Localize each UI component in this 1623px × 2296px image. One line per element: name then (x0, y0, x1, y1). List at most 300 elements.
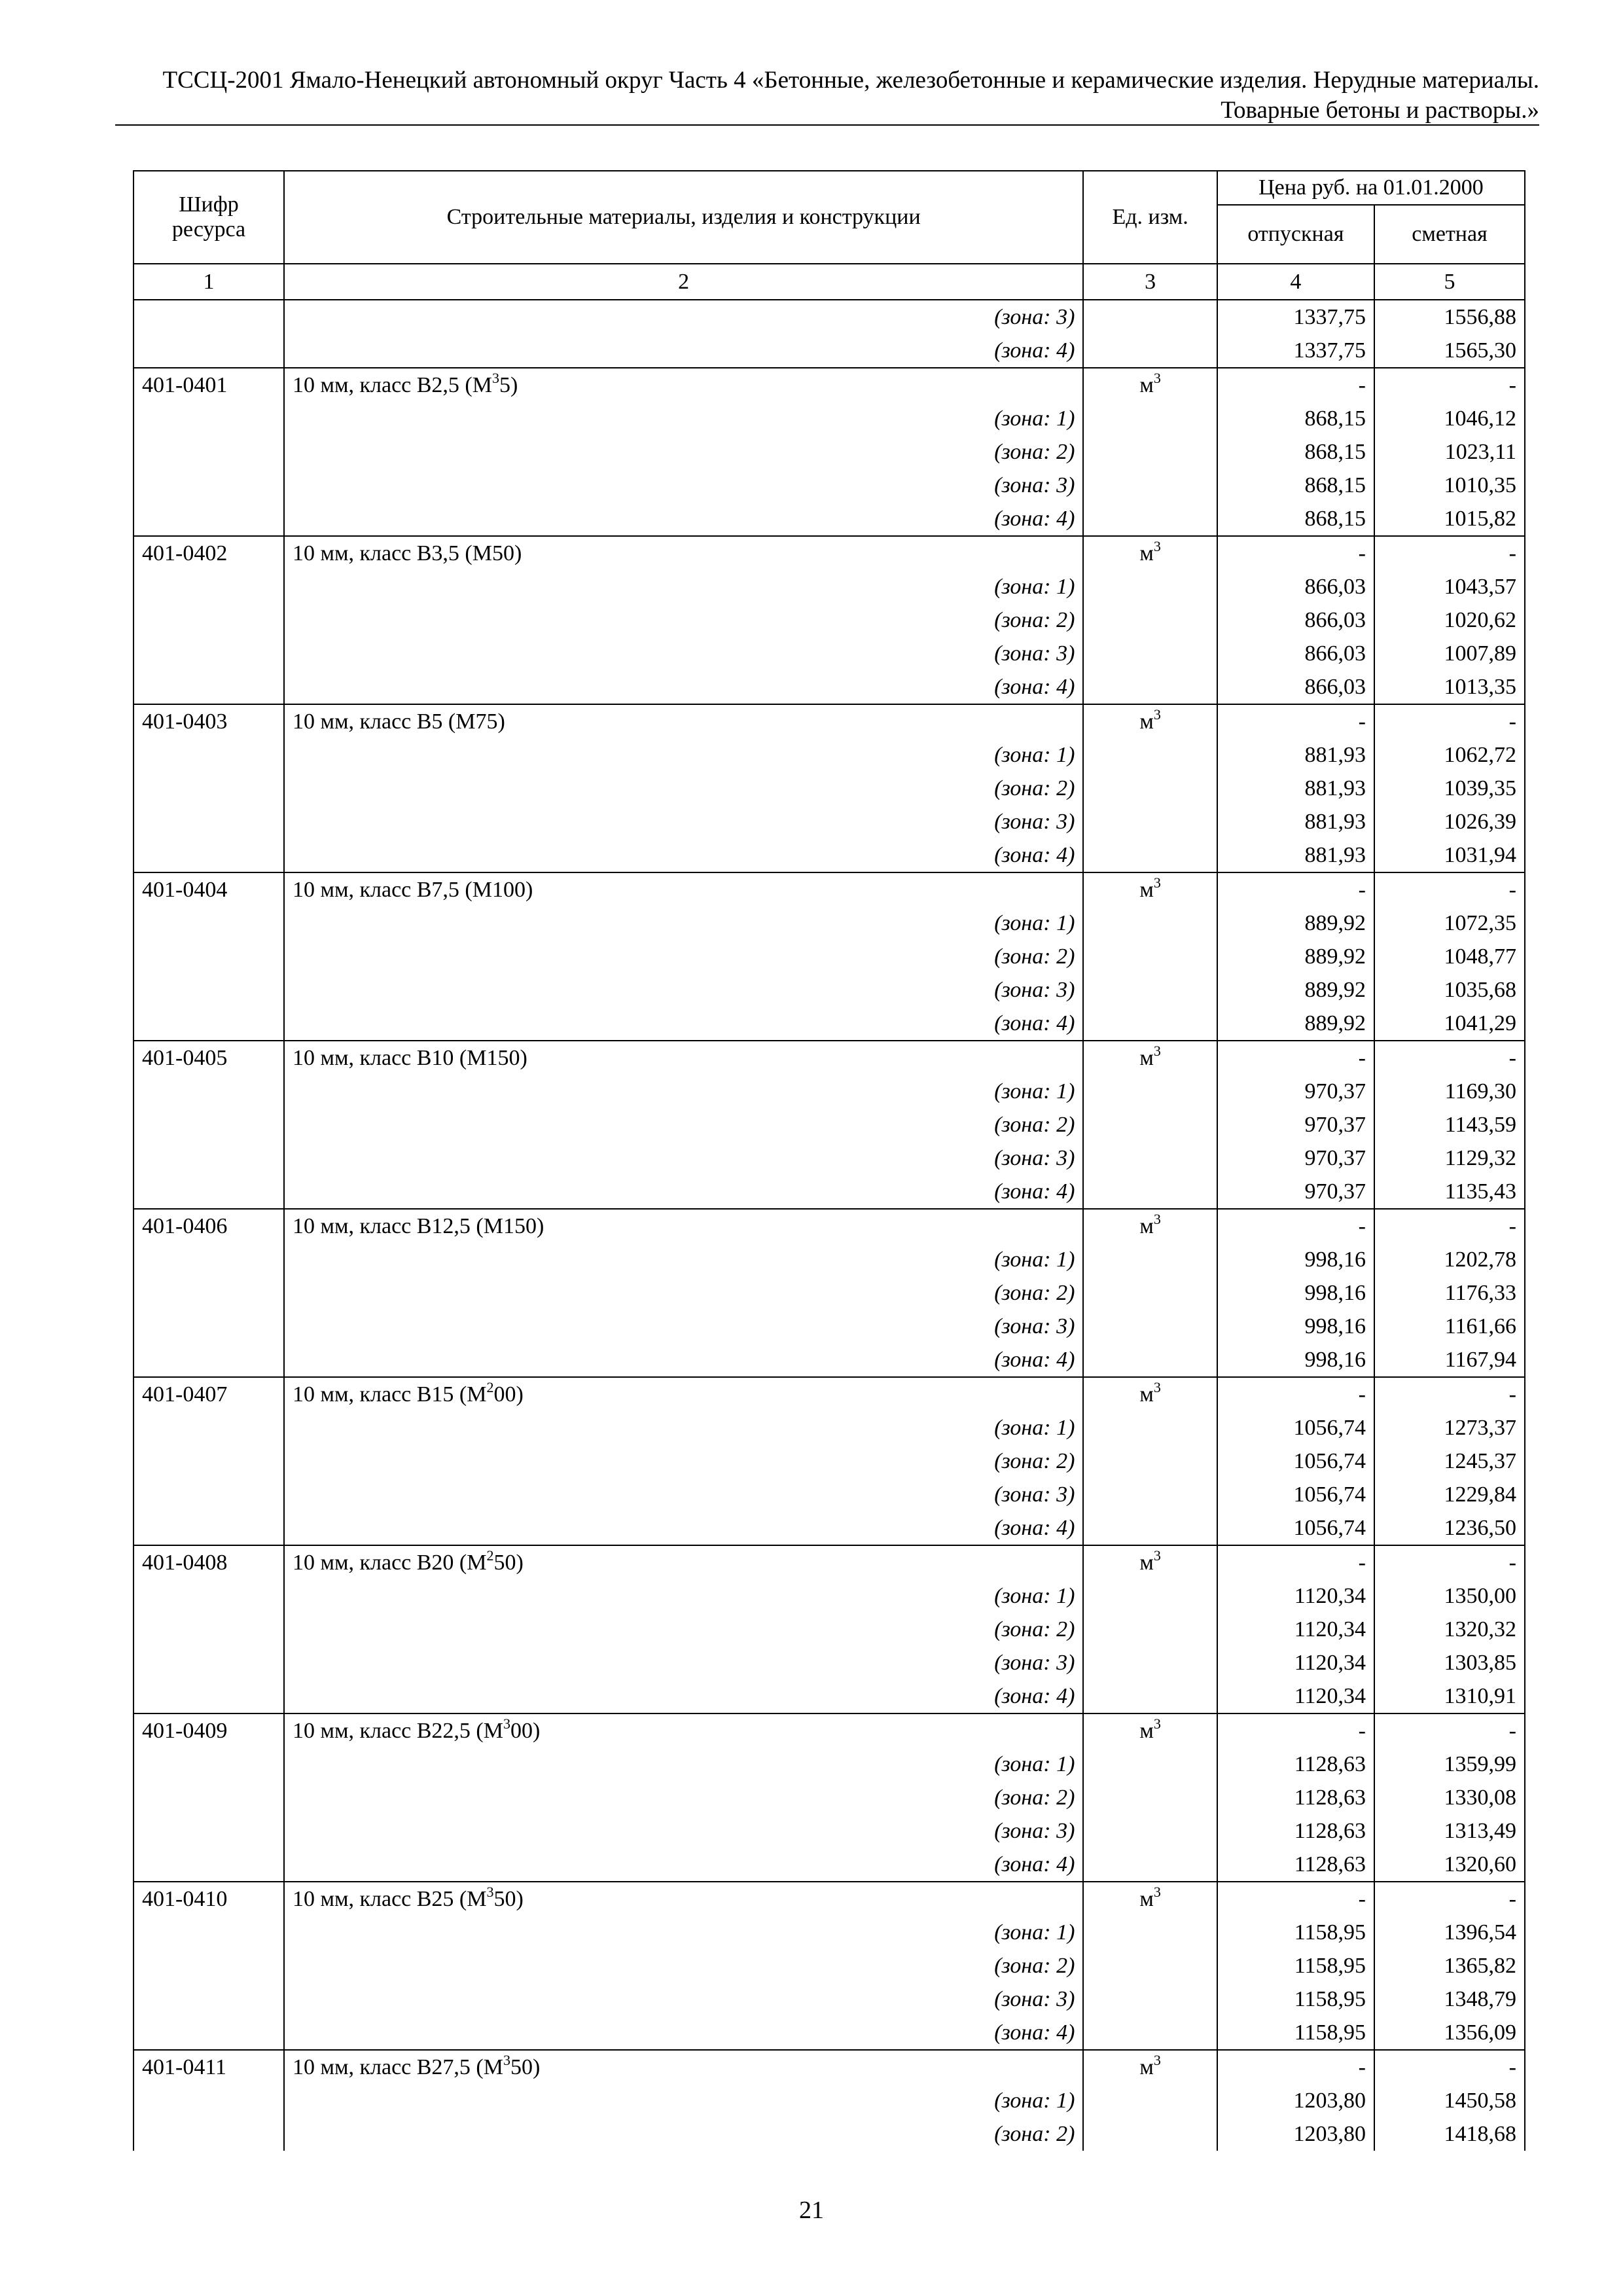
price-estimate: 1161,66 (1374, 1310, 1525, 1343)
zone-label: (зона: 2) (284, 772, 1083, 805)
price-estimate: 1026,39 (1374, 805, 1525, 838)
price-release: 889,92 (1217, 1007, 1374, 1041)
zone-label: (зона: 2) (284, 603, 1083, 637)
price-release: 1158,95 (1217, 1949, 1374, 1982)
code-cell (134, 1679, 284, 1713)
price-estimate: 1396,54 (1374, 1916, 1525, 1949)
zone-row (134, 1310, 1525, 1343)
resource-name (284, 1209, 1083, 1243)
zone-row (134, 1579, 1525, 1613)
price-release: 1128,63 (1217, 1814, 1374, 1848)
unit-cell (1083, 2050, 1217, 2084)
resource-code: 401-0407 (134, 1377, 284, 1411)
zone-label: (зона: 2) (284, 1613, 1083, 1646)
zone-label: (зона: 4) (284, 670, 1083, 704)
code-cell (134, 940, 284, 973)
price-estimate: 1176,33 (1374, 1276, 1525, 1310)
zone-row (134, 637, 1525, 670)
zone-row (134, 570, 1525, 603)
zone-label: (зона: 2) (284, 1108, 1083, 1141)
code-cell (134, 1613, 284, 1646)
col-number-3: 3 (1083, 264, 1217, 300)
unit-cell (1083, 1444, 1217, 1478)
price-release: 1120,34 (1217, 1646, 1374, 1679)
unit-text: м (1139, 1719, 1154, 1743)
price-estimate: 1039,35 (1374, 772, 1525, 805)
code-cell (134, 603, 284, 637)
zone-row (134, 1141, 1525, 1175)
unit-cell (1083, 1679, 1217, 1713)
price-estimate: - (1374, 536, 1525, 570)
price-estimate: 1048,77 (1374, 940, 1525, 973)
resource-code: 401-0409 (134, 1713, 284, 1748)
unit-superscript: 3 (1153, 1379, 1161, 1395)
zone-row (134, 1679, 1525, 1713)
code-cell (134, 1748, 284, 1781)
zone-label: (зона: 3) (284, 1814, 1083, 1848)
price-release: 868,15 (1217, 469, 1374, 502)
unit-superscript: 3 (1153, 2052, 1161, 2068)
code-cell (134, 1949, 284, 1982)
price-release: 1337,75 (1217, 300, 1374, 334)
resource-code: 401-0410 (134, 1882, 284, 1916)
price-release: 970,37 (1217, 1108, 1374, 1141)
price-release: 868,15 (1217, 435, 1374, 469)
zone-row (134, 1411, 1525, 1444)
zone-label: (зона: 4) (284, 502, 1083, 536)
zone-label: (зона: 2) (284, 1444, 1083, 1478)
price-release: 866,03 (1217, 570, 1374, 603)
zone-row (134, 1982, 1525, 2016)
price-release: - (1217, 872, 1374, 906)
zone-row (134, 1075, 1525, 1108)
resource-row (134, 1377, 1525, 1411)
price-release: 1128,63 (1217, 1848, 1374, 1882)
resource-name-text-end: 50) (510, 2055, 541, 2079)
code-cell (134, 1075, 284, 1108)
code-cell (134, 2084, 284, 2117)
unit-cell (1083, 704, 1217, 738)
resource-name-text: 10 мм, класс В5 (М75) (292, 709, 505, 734)
zone-row (134, 1646, 1525, 1679)
unit-cell (1083, 1108, 1217, 1141)
unit-cell (1083, 1613, 1217, 1646)
price-release: - (1217, 704, 1374, 738)
zone-label: (зона: 4) (284, 334, 1083, 368)
price-estimate: 1046,12 (1374, 402, 1525, 435)
price-estimate: 1035,68 (1374, 973, 1525, 1007)
zone-label: (зона: 1) (284, 402, 1083, 435)
resource-row (134, 872, 1525, 906)
resource-code: 401-0401 (134, 368, 284, 402)
zone-label: (зона: 1) (284, 906, 1083, 940)
unit-superscript: 3 (1153, 1884, 1161, 1900)
unit-cell (1083, 1579, 1217, 1613)
unit-cell (1083, 570, 1217, 603)
zone-label: (зона: 4) (284, 1679, 1083, 1713)
price-release: 1128,63 (1217, 1748, 1374, 1781)
zone-row (134, 1511, 1525, 1545)
unit-cell (1083, 1646, 1217, 1679)
col-header-price-estimate: сметная (1374, 205, 1525, 264)
code-cell (134, 1982, 284, 2016)
zone-row (134, 2084, 1525, 2117)
resource-row (134, 1041, 1525, 1075)
resource-row (134, 1209, 1525, 1243)
zone-label: (зона: 3) (284, 973, 1083, 1007)
unit-cell (1083, 973, 1217, 1007)
unit-superscript: 3 (1153, 538, 1161, 554)
zone-row (134, 2016, 1525, 2050)
price-release: 1203,80 (1217, 2117, 1374, 2151)
unit-cell (1083, 872, 1217, 906)
unit-cell (1083, 1310, 1217, 1343)
zone-row (134, 603, 1525, 637)
price-release: 868,15 (1217, 402, 1374, 435)
price-estimate: 1143,59 (1374, 1108, 1525, 1141)
price-estimate: 1303,85 (1374, 1646, 1525, 1679)
resource-name-superscript: 2 (486, 1379, 494, 1395)
price-estimate: 1320,60 (1374, 1848, 1525, 1882)
code-cell (134, 469, 284, 502)
zone-row (134, 1478, 1525, 1511)
zone-label: (зона: 4) (284, 1848, 1083, 1882)
price-release: - (1217, 1041, 1374, 1075)
zone-label: (зона: 1) (284, 1075, 1083, 1108)
zone-row (134, 1243, 1525, 1276)
unit-cell (1083, 1478, 1217, 1511)
price-estimate: - (1374, 1377, 1525, 1411)
price-estimate: - (1374, 872, 1525, 906)
unit-text: м (1139, 1214, 1154, 1238)
resource-name (284, 1713, 1083, 1748)
code-cell (134, 1007, 284, 1041)
zone-label: (зона: 4) (284, 838, 1083, 872)
unit-cell (1083, 2084, 1217, 2117)
price-release: 1056,74 (1217, 1444, 1374, 1478)
unit-cell (1083, 402, 1217, 435)
unit-cell (1083, 1141, 1217, 1175)
unit-cell (1083, 1713, 1217, 1748)
zone-label: (зона: 3) (284, 1646, 1083, 1679)
unit-cell (1083, 603, 1217, 637)
zone-label: (зона: 1) (284, 2084, 1083, 2117)
unit-cell (1083, 1848, 1217, 1882)
code-cell (134, 1310, 284, 1343)
zone-row (134, 738, 1525, 772)
price-release: 1158,95 (1217, 1982, 1374, 2016)
unit-text: м (1139, 1382, 1154, 1407)
price-release: 998,16 (1217, 1343, 1374, 1377)
code-cell (134, 1814, 284, 1848)
resource-code: 401-0411 (134, 2050, 284, 2084)
header-line-2: Товарные бетоны и растворы.» (1221, 97, 1539, 124)
zone-label: (зона: 2) (284, 1276, 1083, 1310)
code-cell (134, 1511, 284, 1545)
unit-cell (1083, 1343, 1217, 1377)
price-estimate: 1023,11 (1374, 435, 1525, 469)
price-release: - (1217, 536, 1374, 570)
zone-row (134, 1613, 1525, 1646)
unit-cell (1083, 805, 1217, 838)
price-estimate: 1229,84 (1374, 1478, 1525, 1511)
unit-cell (1083, 368, 1217, 402)
unit-superscript: 3 (1153, 1043, 1161, 1059)
price-estimate: 1072,35 (1374, 906, 1525, 940)
price-release: 970,37 (1217, 1175, 1374, 1209)
resource-name-superscript: 3 (492, 370, 499, 386)
zone-row (134, 1444, 1525, 1478)
unit-cell (1083, 502, 1217, 536)
resource-name-text: 10 мм, класс В10 (М150) (292, 1046, 527, 1070)
unit-cell (1083, 334, 1217, 368)
resource-row (134, 1882, 1525, 1916)
zone-label: (зона: 1) (284, 1916, 1083, 1949)
table-header (134, 171, 1525, 300)
price-estimate: - (1374, 1209, 1525, 1243)
resource-code: 401-0406 (134, 1209, 284, 1243)
code-cell (134, 1444, 284, 1478)
zone-row (134, 1276, 1525, 1310)
unit-cell (1083, 1748, 1217, 1781)
price-estimate: 1167,94 (1374, 1343, 1525, 1377)
unit-text: м (1139, 1046, 1154, 1070)
code-cell (134, 838, 284, 872)
unit-cell (1083, 1949, 1217, 1982)
zone-label: (зона: 1) (284, 1579, 1083, 1613)
price-release: 881,93 (1217, 772, 1374, 805)
code-cell (134, 1646, 284, 1679)
table-bottom-edge (133, 2134, 1525, 2138)
code-cell (134, 637, 284, 670)
zone-label: (зона: 4) (284, 1175, 1083, 1209)
price-estimate: - (1374, 1041, 1525, 1075)
price-estimate: 1129,32 (1374, 1141, 1525, 1175)
code-cell (134, 1276, 284, 1310)
zone-label: (зона: 1) (284, 570, 1083, 603)
zone-row (134, 1781, 1525, 1814)
price-release: 1128,63 (1217, 1781, 1374, 1814)
zone-row (134, 1916, 1525, 1949)
zone-label: (зона: 2) (284, 940, 1083, 973)
price-release: 1158,95 (1217, 1916, 1374, 1949)
price-release: 881,93 (1217, 738, 1374, 772)
zone-label: (зона: 4) (284, 1343, 1083, 1377)
price-estimate: 1418,68 (1374, 2117, 1525, 2151)
page-header (115, 65, 1539, 126)
resource-name-text: 10 мм, класс В2,5 (М (292, 373, 492, 397)
zone-row (134, 805, 1525, 838)
price-release: 866,03 (1217, 603, 1374, 637)
code-cell (134, 402, 284, 435)
zone-label: (зона: 4) (284, 1007, 1083, 1041)
unit-cell (1083, 1075, 1217, 1108)
price-release: 1056,74 (1217, 1411, 1374, 1444)
resource-name (284, 1041, 1083, 1075)
unit-cell (1083, 1276, 1217, 1310)
price-estimate: 1356,09 (1374, 2016, 1525, 2050)
price-estimate: 1013,35 (1374, 670, 1525, 704)
unit-cell (1083, 435, 1217, 469)
unit-cell (1083, 738, 1217, 772)
price-estimate: - (1374, 368, 1525, 402)
code-cell (134, 1579, 284, 1613)
price-release: 866,03 (1217, 637, 1374, 670)
zone-row (134, 1175, 1525, 1209)
price-estimate: 1015,82 (1374, 502, 1525, 536)
price-release: 889,92 (1217, 906, 1374, 940)
price-release: 866,03 (1217, 670, 1374, 704)
col-header-unit: Ед. изм. (1083, 171, 1217, 264)
zone-row (134, 1007, 1525, 1041)
price-release: - (1217, 1713, 1374, 1748)
unit-text: м (1139, 541, 1154, 565)
resource-name-text: 10 мм, класс В3,5 (М50) (292, 541, 522, 565)
code-cell (134, 1243, 284, 1276)
zone-label: (зона: 4) (284, 1511, 1083, 1545)
resource-row (134, 368, 1525, 402)
zone-row (134, 402, 1525, 435)
unit-cell (1083, 1209, 1217, 1243)
resource-row (134, 1713, 1525, 1748)
price-release: 1337,75 (1217, 334, 1374, 368)
unit-cell (1083, 1377, 1217, 1411)
resource-name-superscript: 3 (503, 2052, 510, 2068)
code-cell (134, 1848, 284, 1882)
code-cell (134, 2016, 284, 2050)
price-estimate: 1310,91 (1374, 1679, 1525, 1713)
price-estimate: 1135,43 (1374, 1175, 1525, 1209)
price-release: - (1217, 2050, 1374, 2084)
price-release: 970,37 (1217, 1141, 1374, 1175)
price-release: 889,92 (1217, 973, 1374, 1007)
unit-cell (1083, 1545, 1217, 1579)
price-release: 1120,34 (1217, 1613, 1374, 1646)
unit-superscript: 3 (1153, 1547, 1161, 1564)
col-number-1: 1 (134, 264, 284, 300)
zone-label: (зона: 4) (284, 2016, 1083, 2050)
zone-row (134, 435, 1525, 469)
resource-name-text: 10 мм, класс В20 (М (292, 1551, 487, 1575)
zone-row (134, 973, 1525, 1007)
zone-label: (зона: 3) (284, 469, 1083, 502)
resource-name-text: 10 мм, класс В15 (М (292, 1382, 487, 1407)
zone-row (134, 670, 1525, 704)
code-cell (134, 670, 284, 704)
unit-cell (1083, 536, 1217, 570)
price-release: 881,93 (1217, 838, 1374, 872)
price-estimate: 1041,29 (1374, 1007, 1525, 1041)
code-cell (134, 1175, 284, 1209)
resource-name-superscript: 3 (503, 1715, 510, 1732)
resource-name-text-end: 00) (510, 1719, 541, 1743)
unit-text: м (1139, 878, 1154, 902)
price-estimate: 1556,88 (1374, 300, 1525, 334)
zone-label: (зона: 1) (284, 1411, 1083, 1444)
zone-row (134, 1949, 1525, 1982)
zone-label: (зона: 2) (284, 1781, 1083, 1814)
unit-cell (1083, 670, 1217, 704)
col-header-name: Строительные материалы, изделия и конструкции (284, 171, 1083, 264)
unit-cell (1083, 1175, 1217, 1209)
code-cell (134, 435, 284, 469)
resource-code: 401-0404 (134, 872, 284, 906)
price-release: 998,16 (1217, 1276, 1374, 1310)
price-estimate: 1350,00 (1374, 1579, 1525, 1613)
price-release: 1056,74 (1217, 1478, 1374, 1511)
col-header-price-group: Цена руб. на 01.01.2000 (1217, 171, 1525, 205)
resource-name (284, 1545, 1083, 1579)
price-estimate: 1565,30 (1374, 334, 1525, 368)
resource-name (284, 1377, 1083, 1411)
resource-name-text-end: 00) (493, 1382, 524, 1407)
unit-cell (1083, 1882, 1217, 1916)
resource-name-text-end: 50) (493, 1551, 524, 1575)
unit-cell (1083, 940, 1217, 973)
price-estimate: 1202,78 (1374, 1243, 1525, 1276)
zone-label: (зона: 3) (284, 1310, 1083, 1343)
price-estimate: - (1374, 1713, 1525, 1748)
price-release: 889,92 (1217, 940, 1374, 973)
zone-row (134, 300, 1525, 334)
code-cell (134, 570, 284, 603)
zone-label: (зона: 1) (284, 1243, 1083, 1276)
price-release: 881,93 (1217, 805, 1374, 838)
resource-row (134, 2050, 1525, 2084)
unit-superscript: 3 (1153, 706, 1161, 723)
unit-text: м (1139, 373, 1154, 397)
price-estimate: 1010,35 (1374, 469, 1525, 502)
price-estimate: - (1374, 2050, 1525, 2084)
resource-name (284, 536, 1083, 570)
unit-superscript: 3 (1153, 874, 1161, 891)
zone-label: (зона: 3) (284, 300, 1083, 334)
code-cell (134, 738, 284, 772)
code-cell (134, 1343, 284, 1377)
price-estimate: 1043,57 (1374, 570, 1525, 603)
price-release: 1120,34 (1217, 1679, 1374, 1713)
resource-code: 401-0405 (134, 1041, 284, 1075)
price-release: 998,16 (1217, 1243, 1374, 1276)
price-estimate: 1450,58 (1374, 2084, 1525, 2117)
resource-name-text: 10 мм, класс В7,5 (М100) (292, 878, 533, 902)
code-cell (134, 300, 284, 334)
resource-name-text-end: 5) (499, 373, 518, 397)
col-header-price-release: отпускная (1217, 205, 1374, 264)
price-estimate: 1348,79 (1374, 1982, 1525, 2016)
unit-cell (1083, 906, 1217, 940)
code-cell (134, 334, 284, 368)
code-cell (134, 1141, 284, 1175)
unit-cell (1083, 637, 1217, 670)
code-cell (134, 973, 284, 1007)
unit-cell (1083, 838, 1217, 872)
resource-name-text: 10 мм, класс В25 (М (292, 1887, 487, 1911)
col-header-code: Шифр ресурса (134, 171, 284, 264)
resource-code: 401-0403 (134, 704, 284, 738)
zone-row (134, 772, 1525, 805)
resource-name (284, 2050, 1083, 2084)
price-estimate: 1020,62 (1374, 603, 1525, 637)
unit-text: м (1139, 1887, 1154, 1911)
unit-cell (1083, 772, 1217, 805)
zone-label: (зона: 2) (284, 435, 1083, 469)
unit-cell (1083, 1814, 1217, 1848)
resource-code: 401-0402 (134, 536, 284, 570)
price-release: - (1217, 1882, 1374, 1916)
zone-row (134, 469, 1525, 502)
resource-price-table (133, 170, 1525, 2151)
